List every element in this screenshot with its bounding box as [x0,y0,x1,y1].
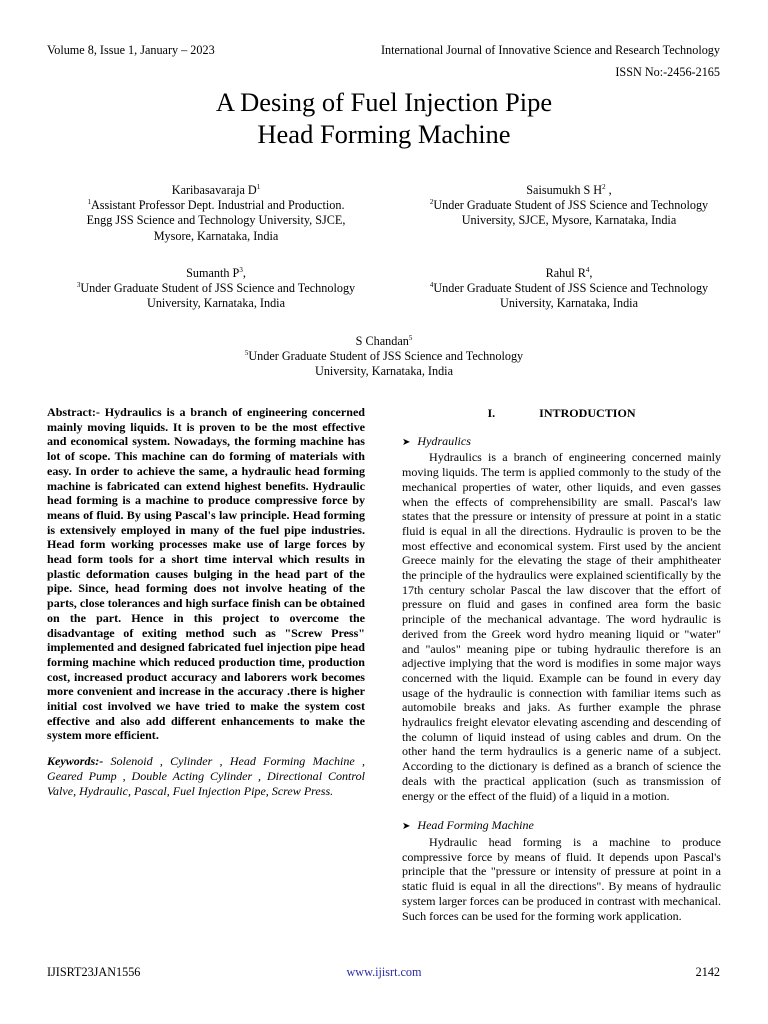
author-name: S Chandan$^5$ [355,333,413,348]
keywords-label: Keywords:- [47,754,104,769]
title-line-2: Head Forming Machine [257,119,511,149]
issn: ISSN No:-2456-2165 [615,65,720,79]
journal-name: International Journal of Innovative Science and Research Technology [380,43,720,57]
arrow-bullet-icon: ➤ [402,821,411,833]
paper-id: IJISRT23JAN1556 [47,965,141,979]
author-affiliation: $^2$Under Graduate Student of JSS Science and Technology University, SJCE, Mysore, Karnataka, India [429,198,709,228]
paper-title [0,86,768,150]
page-number: 2142 [695,965,720,979]
author-name: Karibasavaraja $D^1$ [171,182,261,197]
author-name: Saisumukh S $H^2$ , [526,182,612,197]
section-heading: I. INTRODUCTION [487,406,636,420]
author-block-4 [397,266,741,312]
subsection-heading-head-forming: ➤ Head Forming Machine [402,818,534,833]
author-block-3 [47,266,385,312]
title-line-1: A Desing of Fuel Injection Pipe [215,87,553,117]
author-block-5 [184,334,584,380]
paragraph-hydraulics: Hydraulics is a branch of engineering concerned mainly moving liquids. The term is applied commonly to the study of the mechanical properties of water, other liquids, and even gasses when the effects of comprehensibility are small. Pascal's law states that the pressure or intensity of pressure at point in a static fluid is equal in all the directions. Hydraulic is proven to be the most effective and economical system. First used by the ancient Greece mainly for the elevating the stage of their amphitheater the principle of the hydraulics were explained scientifically by the 17th century scholar Pascal the law discover that the effort of pressure on fluid and gases in confined area form the basic principle of the mechanical advantage. The word hydraulic is derived from the Greek word hydro meaning liquid or "water" and "aulos" meaning pipe or tubing hydraulic therefore is an adjective implying that the word is modifies in some major ways concerned with the liquid. Example can be found in every day usage of the hydraulic is connection with familiar items such as automobile breaks and jaks. As further example the phrase hydraulics freight elevator elevating ascending and descending of the column of liquid instead of using cables and drum. On the other hand the term hydraulics is a generic name of a subject. According to the dictionary is defined as a branch of science the deals with the practical application (such as transmission of energy or the effect of the fluid) of a liquid in a motion. [402,450,721,803]
author-affiliation: $^3$Under Graduate Student of JSS Science and Technology University, Karnataka, India [76,281,356,311]
keywords-text: Solenoid , Cylinder , Head Forming Machine , Geared Pump , Double Acting Cylinder , Directional Control Valve, Hydraulic, Pascal, Fuel Injection Pipe, Screw Press. [47,754,365,798]
author-affiliation: $^1$Assistant Professor Dept. Industrial and Production. Engg JSS Science and Technology University, SJCE, Mysore, Karnataka, India [86,198,346,243]
author-block-2 [397,183,741,229]
subsection-heading-hydraulics: ➤ Hydraulics [402,433,471,448]
abstract: Abstract:- Hydraulics is a branch of engineering concerned mainly moving liquids. It is proven to be the most effective and economical system. Nowadays, the forming machine has lot of scope. This machine can do forming of materials with easy. In order to achieve the same, a hydraulic head forming machine is fabricated can extend highest benefits. Hydraulic head forming is a machine to produce compressive force by means of fluid. By using Pascal's law principle. Head forming is extensively employed in many of the fuel pipe industries. Head form working processes make use of large forces by head form tools for a short time interval which results in plastic deformation causes bulging in the head part of the pipe. Since, head forming does not involve heating of the parts, close tolerances and high surface finish can be obtained on the part. Hence in this project to overcome the disadvantage of exiting method such as "Screw Press" implemented and designed fabricated fuel injection pipe head forming machine which reduced production time, production cost, increased product accuracy and laborers work becomes more convenient and increase in the accuracy .there is higher initial cost involved we have tried to make the system cost effective and also add different enhancements to make the system more efficient. [47,405,365,743]
author-affiliation: $^5$Under Graduate Student of JSS Science and Technology University, Karnataka, India [244,349,524,379]
left-column [47,405,365,798]
volume-issue: Volume 8, Issue 1, January – 2023 [47,43,215,57]
paragraph-head-forming: Hydraulic head forming is a machine to produce compressive force by means of fluid. It depends upon Pascal's principle that the "pressure or intensity of pressure at point in a static fluid is equal in all the directions". By means of hydraulic system larger forces can be produced in contrast with mechanical. Such forces can be used for the forming work application. [402,834,721,923]
journal-url-link[interactable]: www.ijisrt.com [346,965,422,979]
author-name: Rahul $R^4$, [545,265,593,280]
keywords [47,754,365,798]
arrow-bullet-icon: ➤ [402,436,411,448]
right-column [402,405,721,923]
author-name: Sumanth $P^3$, [186,265,246,280]
author-affiliation: $^4$Under Graduate Student of JSS Science and Technology University, Karnataka, India [429,281,709,311]
author-block-1 [47,183,385,244]
